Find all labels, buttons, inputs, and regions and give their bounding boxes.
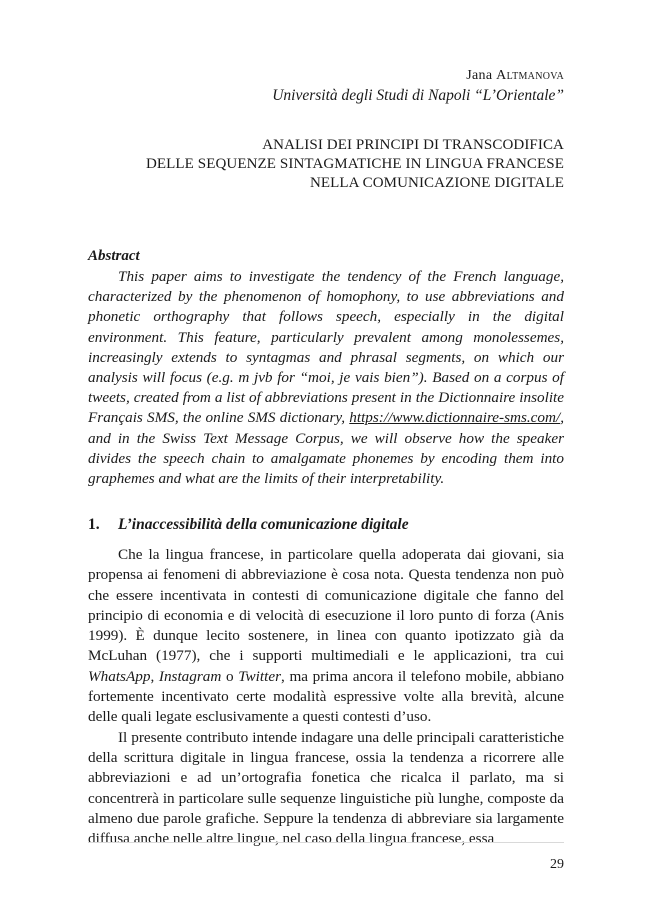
author-first-name: Jana xyxy=(466,68,493,83)
author-last-name: Altmanova xyxy=(496,68,564,83)
title-line: ANALISI DEI PRINCIPI DI TRANSCODIFICA xyxy=(262,137,564,153)
separator-text: o xyxy=(221,667,239,685)
separator-text: , xyxy=(150,667,159,685)
title-line: NELLA COMUNICAZIONE DIGITALE xyxy=(309,175,564,191)
section-title: L’inaccessibilità della comunicazione digitale xyxy=(118,516,409,533)
page-number: 29 xyxy=(550,857,564,872)
paragraph-text: , ma prima ancora il telefono mobile, abbiano fortemente incentivato certe modalità espressive volte alla brevità, alcune delle quali legate esclusivamente a questi contesti d’uso. xyxy=(88,667,565,726)
paper-title xyxy=(88,136,564,193)
title-line: DELLE SEQUENZE SINTAGMATICHE IN LINGUA FRANCESE xyxy=(145,156,564,172)
dictionary-link[interactable]: https://www.dictionnaire-sms.com/ xyxy=(349,409,561,427)
section-heading xyxy=(88,515,564,535)
section-number: 1. xyxy=(88,516,100,533)
paragraph xyxy=(88,545,564,728)
app-name: Twitter xyxy=(238,667,281,685)
author-name xyxy=(88,66,564,86)
app-name: WhatsApp xyxy=(88,667,151,685)
app-name: Instagram xyxy=(158,667,222,685)
section-body xyxy=(88,545,564,849)
author-affiliation: Università degli Studi di Napoli “L’Orientale” xyxy=(272,87,564,104)
abstract-body xyxy=(88,267,564,489)
abstract-heading: Abstract xyxy=(88,248,140,264)
paragraph: Il presente contributo intende indagare una delle principali caratteristiche della scrittura digitale in lingua francese, ossia la tendenza a ricorrere alle abbreviazioni e ad un’ortografia fonetica che ricalca il parlato, ma si concentrerà in particolare sulle sequenze linguistiche più lunghe, composte da almeno due parole grafiche. Seppure la tendenza di abbreviare sia largamente diffusa anche nelle altre lingue, nel caso della lingua francese, essa xyxy=(88,728,564,848)
paragraph-text: Che la lingua francese, in particolare quella adoperata dai giovani, sia propensa ai fenomeni di abbreviazione è cosa nota. Questa tendenza non può che essere incentivata in contesti di comunicazione digitale che fanno del principio di economia e di velocità di esecuzione il loro punto di forza (Anis 1999). È dunque lecito sostenere, in linea con quanto ipotizzato già da McLuhan (1977), che i supporti multimediali e le applicazioni, tra cui xyxy=(88,546,564,665)
abstract-text: This paper aims to investigate the tendency of the French language, characterized by the phenomenon of homophony, to use abbreviations and phonetic orthography that follows speech, especially in the digital environment. This feature, particularly prevalent among monolessemes, increasingly extends to syntagmas and phrasal segments, on which our analysis will focus (e.g. m jvb for “moi, je vais bien”). Based on a corpus of tweets, created from a list of abbreviations present in the Dictionnaire insolite Français SMS, the online SMS dictionary, xyxy=(88,268,564,427)
footer-rule xyxy=(88,842,564,843)
abstract-text-end: , and in the Swiss Text Message Corpus, we will observe how the speaker divides the speech chain to amalgamate phonemes by encoding them into graphemes and what are the limits of their interpretability. xyxy=(88,409,564,488)
